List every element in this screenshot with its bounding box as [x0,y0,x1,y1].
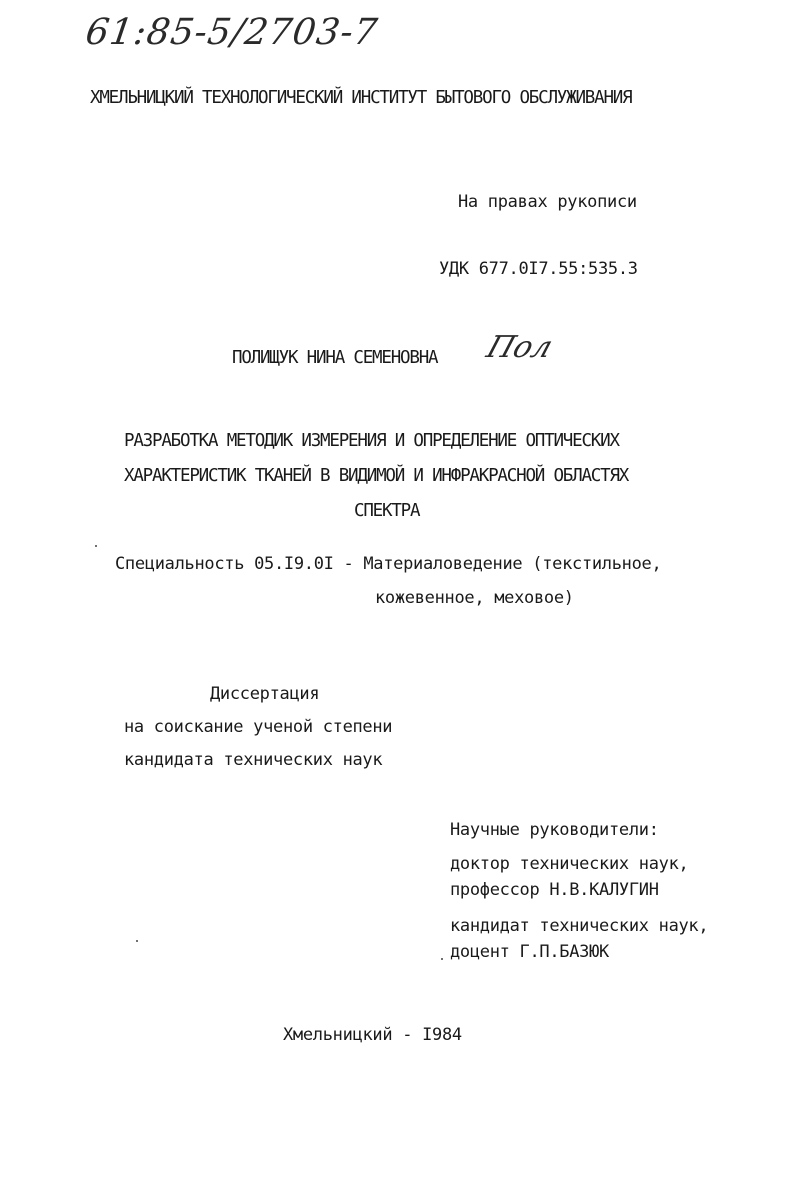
supervisor-1-degree: доктор технических наук, [450,854,689,874]
supervisor-2-name: доцент Г.П.БАЗЮК [450,942,609,962]
specialty-line-2: кожевенное, меховое) [375,588,574,608]
dissertation-title-line-3: СПЕКТРА [354,501,420,521]
scan-speck [441,958,443,960]
dissertation-title-line-2: ХАРАКТЕРИСТИК ТКАНЕЙ В ВИДИМОЙ И ИНФРАКРАСНОЙ ОБЛАСТЯХ [124,466,629,486]
degree-line-2: кандидата технических наук [124,750,383,770]
city-year: Хмельницкий - I984 [283,1025,462,1045]
scan-speck [136,940,138,942]
dissertation-label: Диссертация [210,684,320,704]
supervisors-heading: Научные руководители: [450,820,659,840]
manuscript-rights: На правах рукописи [458,192,637,212]
scan-speck [95,545,97,547]
author-name: ПОЛИЩУК НИНА СЕМЕНОВНА [232,348,438,368]
supervisor-1-name: профессор Н.В.КАЛУГИН [450,880,659,900]
udk-code: УДК 677.0I7.55:535.3 [439,259,638,279]
dissertation-title-line-1: РАЗРАБОТКА МЕТОДИК ИЗМЕРЕНИЯ И ОПРЕДЕЛЕНИЕ ОПТИЧЕСКИХ [124,431,619,451]
author-signature: Пол [482,330,558,365]
supervisor-2-degree: кандидат технических наук, [450,916,709,936]
degree-line-1: на соискание ученой степени [124,717,393,737]
specialty-line-1: Специальность 05.I9.0I - Материаловедение (текстильное, [115,554,662,574]
archive-code-handwritten: 61:85-5/2703-7 [83,12,381,53]
institute-name: ХМЕЛЬНИЦКИЙ ТЕХНОЛОГИЧЕСКИЙ ИНСТИТУТ БЫТОВОГО ОБСЛУЖИВАНИЯ [90,88,632,108]
